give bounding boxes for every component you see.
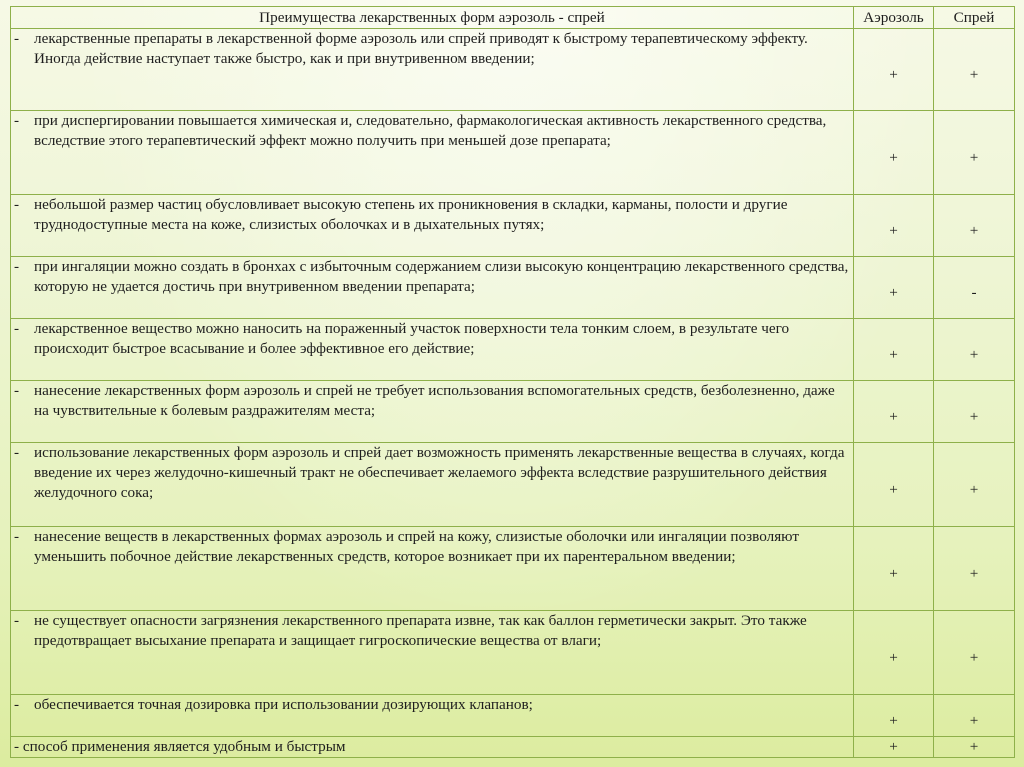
list-dash: - — [14, 112, 20, 129]
table-row — [11, 443, 1015, 527]
advantage-text: лекарственные препараты в лекарственной форме аэрозоль или спрей приводят к быстрому терапевтическому эффекту. Иногда действие наступает также быстро, как и при внутривенном введении; — [34, 30, 808, 67]
aerosol-mark-cell — [854, 381, 934, 443]
table-row — [11, 737, 1015, 758]
table-row — [11, 527, 1015, 611]
advantage-text: при диспергировании повышается химическая и, следовательно, фармакологическая активность лекарственного средства, вследствие этого терапевтический эффект можно получить при меньшей дозе препарата; — [34, 112, 827, 149]
aerosol-mark-cell — [854, 611, 934, 695]
advantage-text-cell — [11, 195, 854, 257]
spray-mark: + — [969, 564, 979, 582]
advantage-text-cell — [11, 695, 854, 737]
spray-mark-cell — [934, 111, 1015, 195]
spray-mark-cell — [934, 695, 1015, 737]
aerosol-mark: + — [889, 345, 898, 363]
list-dash: - — [14, 196, 20, 213]
table-title-header: Преимущества лекарственных форм аэрозоль - спрей — [11, 7, 854, 29]
spray-mark: + — [969, 345, 979, 363]
aerosol-mark-cell — [854, 527, 934, 611]
spray-mark-cell — [934, 737, 1015, 758]
spray-mark: + — [969, 738, 979, 755]
advantage-text-cell — [11, 737, 854, 758]
advantages-table — [10, 6, 1015, 758]
aerosol-mark-cell — [854, 737, 934, 758]
aerosol-mark: + — [889, 564, 898, 582]
advantage-text-cell — [11, 111, 854, 195]
advantage-text: небольшой размер частиц обусловливает высокую степень их проникновения в складки, карманы, полости и другие труднодоступные места на коже, слизистых оболочках и в дыхательных путях; — [34, 196, 788, 233]
aerosol-mark-cell — [854, 319, 934, 381]
advantage-text-cell — [11, 443, 854, 527]
spray-column-header: Спрей — [934, 7, 1015, 29]
aerosol-mark: + — [889, 65, 898, 83]
table-row — [11, 257, 1015, 319]
advantage-text: не существует опасности загрязнения лекарственного препарата извне, так как баллон герметически закрыт. Это также предотвращает высыхание препарата и защищает гигроскопические вещества от влаги; — [34, 612, 807, 649]
table-row — [11, 319, 1015, 381]
spray-mark-cell — [934, 319, 1015, 381]
spray-mark-cell — [934, 257, 1015, 319]
advantage-text-cell — [11, 257, 854, 319]
advantage-text: лекарственное вещество можно наносить на пораженный участок поверхности тела тонким слоем, в результате чего происходит быстрое всасывание и более эффективное его действие; — [34, 320, 790, 357]
aerosol-mark: + — [889, 283, 898, 301]
advantage-text-cell — [11, 381, 854, 443]
advantage-text-cell — [11, 29, 854, 111]
spray-mark-cell — [934, 443, 1015, 527]
spray-mark: + — [969, 480, 979, 498]
spray-mark-cell — [934, 611, 1015, 695]
list-dash: - — [14, 528, 20, 545]
list-dash: - — [14, 612, 20, 629]
table-row — [11, 195, 1015, 257]
aerosol-mark: + — [889, 407, 898, 425]
list-dash: - — [14, 382, 20, 399]
spray-mark-cell — [934, 381, 1015, 443]
aerosol-mark: + — [889, 711, 898, 729]
aerosol-mark-cell — [854, 111, 934, 195]
list-dash: - — [14, 320, 20, 337]
aerosol-mark: + — [889, 221, 898, 239]
table-row — [11, 695, 1015, 737]
aerosol-mark-cell — [854, 695, 934, 737]
spray-mark: + — [969, 65, 979, 83]
spray-mark: - — [971, 283, 977, 301]
list-dash: - — [14, 258, 20, 275]
spray-mark-cell — [934, 195, 1015, 257]
aerosol-mark-cell — [854, 443, 934, 527]
spray-mark: + — [969, 221, 979, 239]
advantage-text: нанесение веществ в лекарственных формах аэрозоль и спрей на кожу, слизистые оболочки или ингаляции позволяют уменьшить побочное действие лекарственных средств, которое возникает при их парентеральном введении; — [34, 528, 799, 565]
spray-mark-cell — [934, 29, 1015, 111]
list-dash: - — [14, 696, 20, 713]
spray-mark: + — [969, 711, 979, 729]
table-row — [11, 111, 1015, 195]
spray-mark: + — [969, 648, 979, 666]
spray-mark: + — [969, 148, 979, 166]
aerosol-mark-cell — [854, 29, 934, 111]
table-row — [11, 29, 1015, 111]
spray-mark-cell — [934, 527, 1015, 611]
advantage-text-cell — [11, 527, 854, 611]
advantage-text: обеспечивается точная дозировка при использовании дозирующих клапанов; — [34, 696, 533, 713]
advantage-text: использование лекарственных форм аэрозоль и спрей дает возможность применять лекарственные вещества в случаях, когда введение их через желудочно-кишечный тракт не обеспечивает желаемого эффекта вследствие разрушительного действия желудочного сока; — [34, 444, 845, 501]
table-header-row — [11, 7, 1015, 29]
table-row — [11, 611, 1015, 695]
list-dash: - — [14, 30, 20, 47]
aerosol-column-header: Аэрозоль — [854, 7, 934, 29]
aerosol-mark: + — [889, 648, 898, 666]
advantage-text: - способ применения является удобным и быстрым — [14, 738, 346, 755]
advantage-text-cell — [11, 611, 854, 695]
spray-mark: + — [969, 407, 979, 425]
advantage-text: нанесение лекарственных форм аэрозоль и спрей не требует использования вспомогательных средств, безболезненно, даже на чувствительные к болевым раздражителям места; — [34, 382, 835, 419]
list-dash: - — [14, 444, 20, 461]
aerosol-mark-cell — [854, 195, 934, 257]
aerosol-mark-cell — [854, 257, 934, 319]
advantage-text-cell — [11, 319, 854, 381]
aerosol-mark: + — [889, 738, 898, 755]
aerosol-mark: + — [889, 480, 898, 498]
advantage-text: при ингаляции можно создать в бронхах с избыточным содержанием слизи высокую концентрацию лекарственного средства, которую не удается достичь при внутривенном введении препарата; — [34, 258, 849, 295]
table-row — [11, 381, 1015, 443]
aerosol-mark: + — [889, 148, 898, 166]
